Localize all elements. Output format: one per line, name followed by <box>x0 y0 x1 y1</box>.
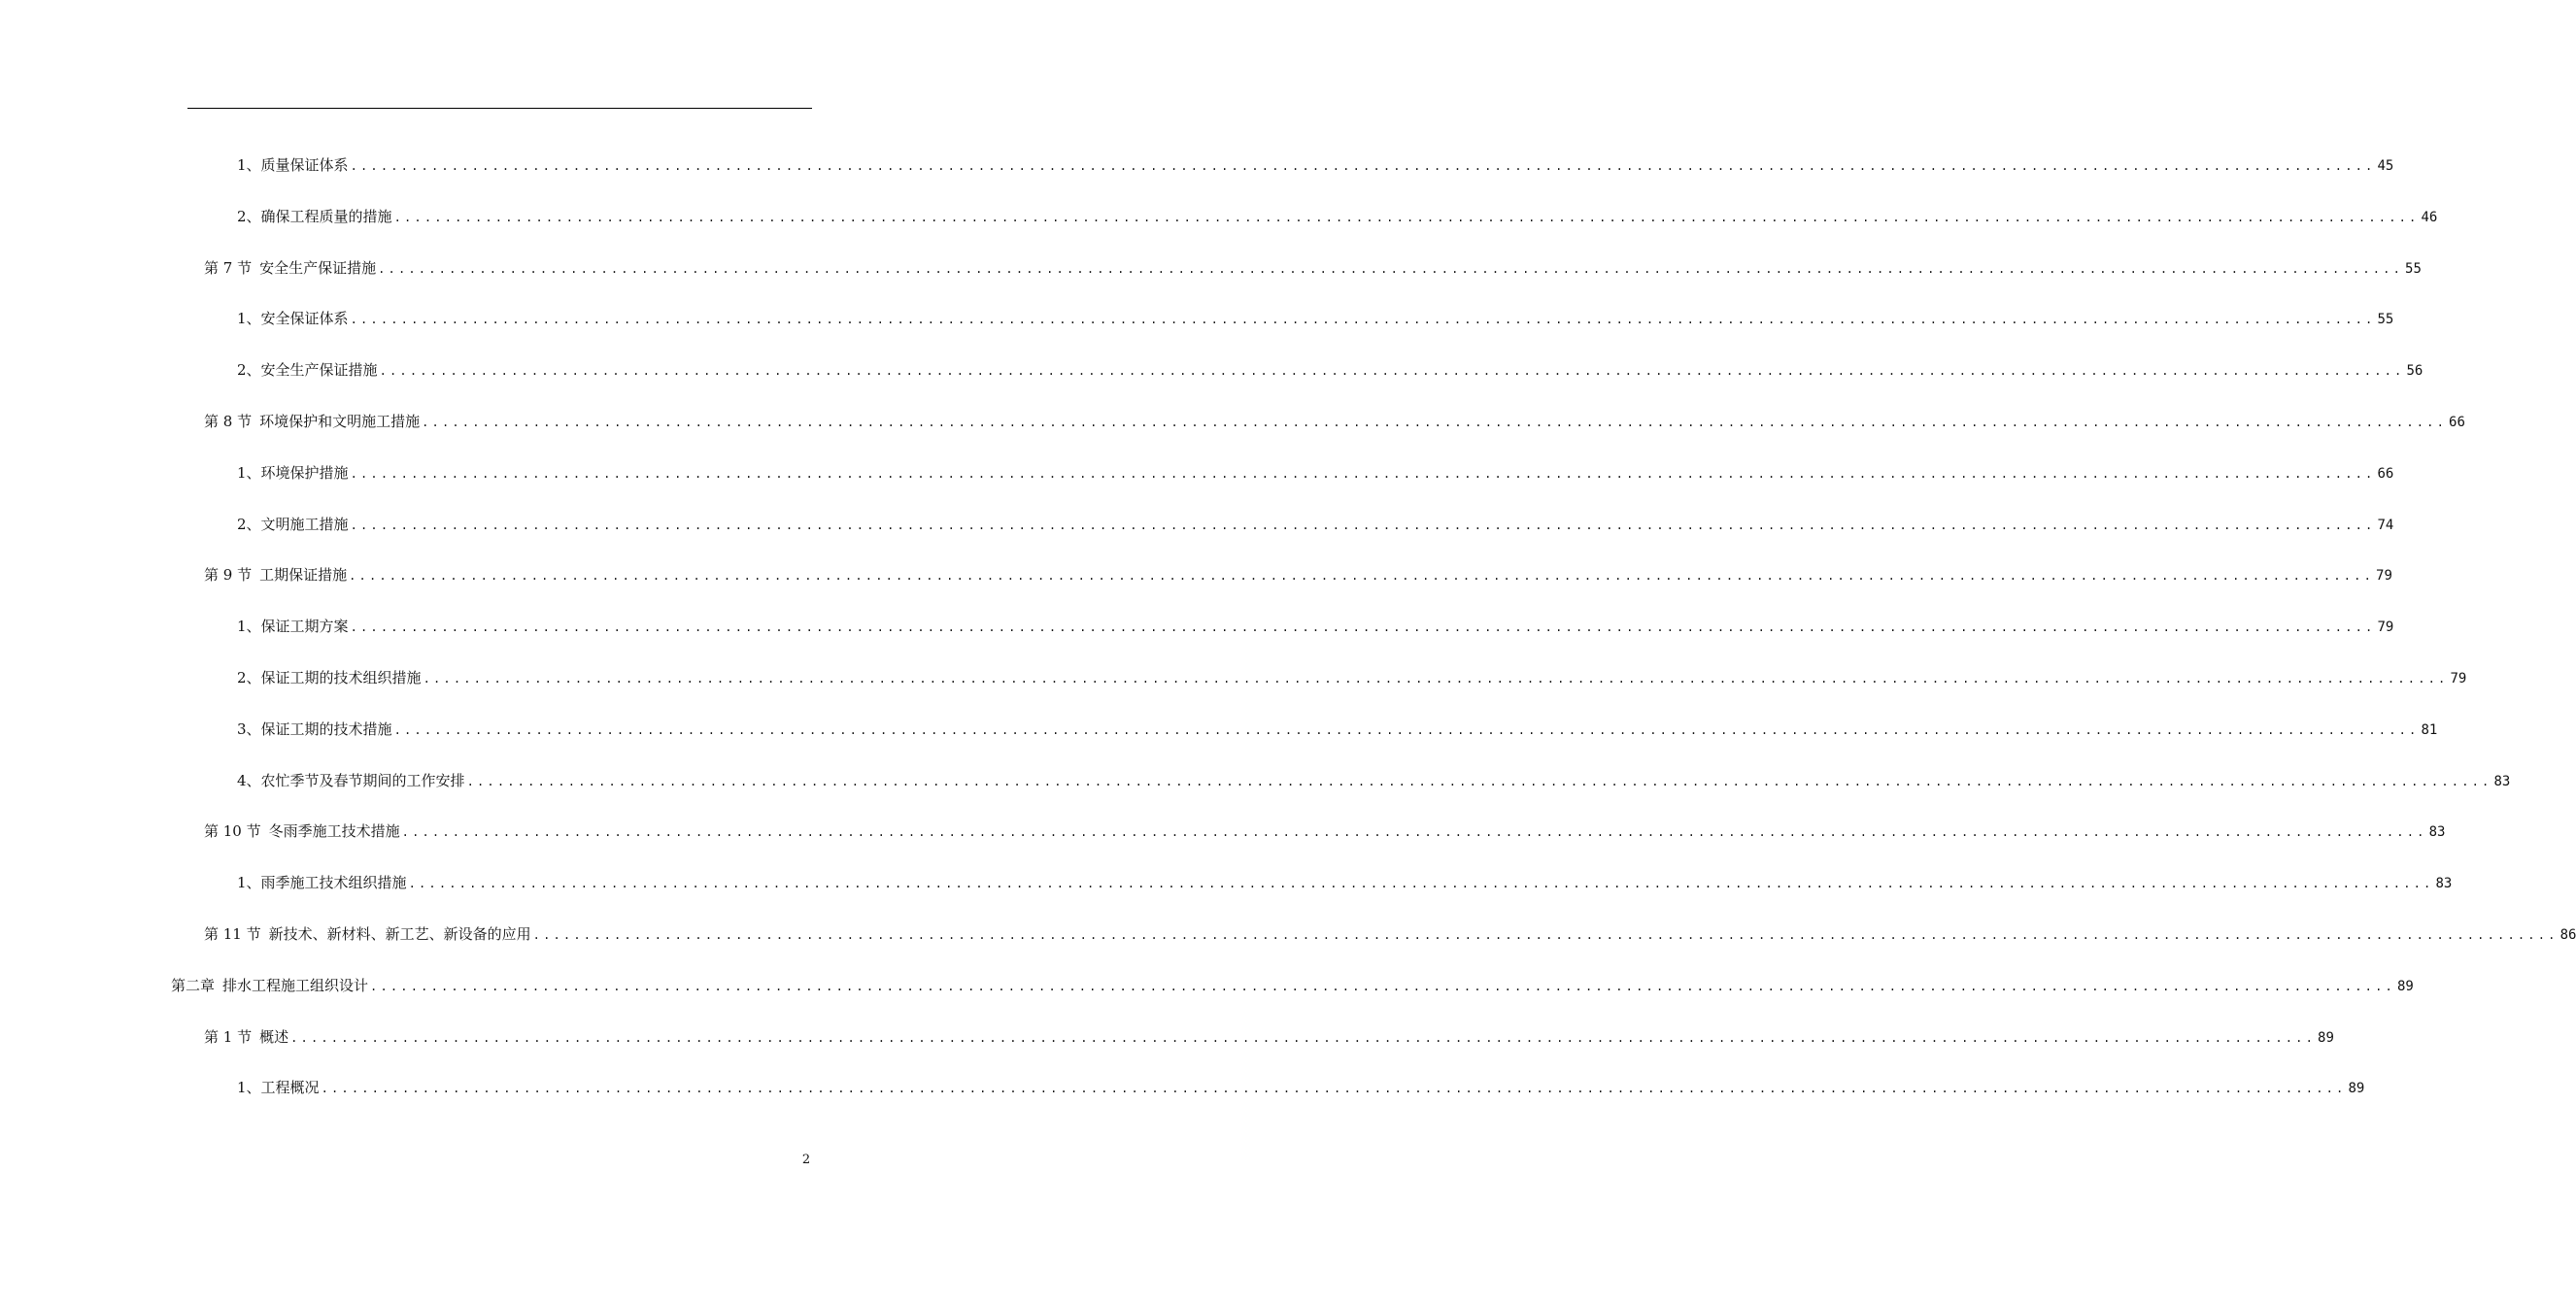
toc-entry[interactable] <box>237 666 2467 689</box>
page-number: 2 <box>801 1153 811 1167</box>
toc-entry-number: 1、 <box>237 310 261 327</box>
toc-entry-title: 农忙季节及春节期间的工作安排 <box>260 772 465 789</box>
toc-entry-number: 1、 <box>237 618 261 635</box>
toc-entry-page: 55 <box>2377 312 2394 327</box>
toc-entry-page: 83 <box>2435 876 2453 891</box>
toc-dot-leader: ........................................................................................................................................................................................................ <box>350 519 2376 532</box>
toc-entry-number: 2、 <box>237 208 261 225</box>
toc-entry-title: 保证工期方案 <box>260 618 349 635</box>
toc-entry-page: 45 <box>2377 158 2394 174</box>
toc-dot-leader: ........................................................................................................................................................................................................ <box>393 211 2420 224</box>
toc-dot-leader: ........................................................................................................................................................................................................ <box>370 980 2395 993</box>
toc-entry-page: 81 <box>2421 722 2438 738</box>
toc-entry[interactable] <box>204 922 2576 946</box>
toc-entry-number: 第 1 节 <box>204 1028 253 1046</box>
toc-entry[interactable] <box>237 615 2394 638</box>
toc-entry-number: 2、 <box>237 361 261 379</box>
toc-entry[interactable] <box>237 205 2438 228</box>
toc-entry[interactable] <box>171 974 2414 997</box>
toc-entry-page: 55 <box>2405 261 2422 277</box>
toc-dot-leader: ........................................................................................................................................................................................................ <box>393 723 2420 737</box>
toc-entry-number: 3、 <box>237 720 261 738</box>
toc-entry-number: 第 7 节 <box>204 259 253 277</box>
toc-entry-title: 确保工程质量的措施 <box>260 208 392 225</box>
toc-entry-title: 排水工程施工组织设计 <box>222 977 369 994</box>
toc-entry[interactable] <box>204 410 2465 433</box>
toc-entry-page: 83 <box>2493 774 2511 789</box>
toc-entry-number: 第二章 <box>171 977 216 994</box>
toc-entry-number: 第 8 节 <box>204 413 253 430</box>
toc-entry-title: 安全生产保证措施 <box>259 259 377 277</box>
toc-entry-title: 冬雨季施工技术措施 <box>268 822 400 840</box>
toc-dot-leader: ........................................................................................................................................................................................................ <box>321 1082 2347 1095</box>
toc-dot-leader: ........................................................................................................................................................................................................ <box>350 159 2376 173</box>
toc-dot-leader: ........................................................................................................................................................................................................ <box>466 775 2492 788</box>
toc-dot-leader: ........................................................................................................................................................................................................ <box>401 825 2427 839</box>
toc-entry-number: 1、 <box>237 156 261 174</box>
toc-entry[interactable] <box>237 871 2453 894</box>
toc-entry-page: 86 <box>2559 927 2576 943</box>
toc-entry-number: 2、 <box>237 669 261 686</box>
toc-dot-leader: ........................................................................................................................................................................................................ <box>350 620 2376 634</box>
toc-entry-number: 2、 <box>237 516 261 533</box>
toc-entry-title: 安全保证体系 <box>260 310 349 327</box>
toc-entry-number: 1、 <box>237 1079 261 1096</box>
toc-entry[interactable] <box>204 820 2446 843</box>
toc-entry-page: 79 <box>2376 568 2392 584</box>
toc-entry[interactable] <box>204 256 2422 280</box>
toc-entry-page: 74 <box>2377 518 2394 533</box>
toc-dot-leader: ........................................................................................................................................................................................................ <box>290 1031 2317 1045</box>
toc-entry[interactable] <box>237 358 2423 382</box>
toc-entry-title: 保证工期的技术措施 <box>260 720 392 738</box>
toc-entry-page: 79 <box>2450 671 2467 686</box>
toc-entry[interactable] <box>237 461 2394 485</box>
toc-entry-number: 4、 <box>237 772 261 789</box>
toc-entry-number: 1、 <box>237 464 261 482</box>
toc-entry-page: 89 <box>2396 979 2414 994</box>
toc-entry-page: 56 <box>2406 363 2423 379</box>
toc-dot-leader: ........................................................................................................................................................................................................ <box>350 313 2376 326</box>
toc-dot-leader: ........................................................................................................................................................................................................ <box>379 364 2405 378</box>
toc-entry-number: 第 11 节 <box>204 925 261 943</box>
toc-entry-title: 文明施工措施 <box>260 516 349 533</box>
toc-dot-leader: ........................................................................................................................................................................................................ <box>408 877 2434 890</box>
header-rule <box>187 108 812 109</box>
toc-entry-title: 概述 <box>259 1028 289 1046</box>
toc-entry-title: 环境保护措施 <box>260 464 349 482</box>
toc-entry[interactable] <box>237 718 2438 741</box>
toc-entry-number: 第 9 节 <box>204 566 253 584</box>
toc-entry-page: 46 <box>2421 210 2438 225</box>
toc-entry-number: 第 10 节 <box>204 822 261 840</box>
toc-entry-title: 工期保证措施 <box>259 566 348 584</box>
toc-dot-leader: ........................................................................................................................................................................................................ <box>349 569 2375 583</box>
toc-dot-leader: ........................................................................................................................................................................................................ <box>422 416 2448 429</box>
toc-entry[interactable] <box>237 1076 2365 1099</box>
toc-entry-title: 雨季施工技术组织措施 <box>260 874 407 891</box>
toc-entry[interactable] <box>204 1025 2334 1049</box>
toc-dot-leader: ........................................................................................................................................................................................................ <box>350 467 2376 481</box>
toc-entry-page: 83 <box>2428 824 2446 840</box>
toc-dot-leader: ........................................................................................................................................................................................................ <box>378 262 2404 276</box>
toc-entry-page: 89 <box>2318 1030 2334 1046</box>
toc-entry[interactable] <box>237 769 2511 792</box>
toc-entry-page: 79 <box>2377 619 2394 635</box>
toc-entry-page: 89 <box>2348 1081 2365 1096</box>
toc-entry[interactable] <box>204 563 2392 586</box>
toc-dot-leader: ........................................................................................................................................................................................................ <box>532 928 2559 942</box>
toc-entry-title: 保证工期的技术组织措施 <box>260 669 422 686</box>
toc-entry-page: 66 <box>2449 415 2465 430</box>
toc-entry-title: 新技术、新材料、新工艺、新设备的应用 <box>268 925 531 943</box>
toc-dot-leader: ........................................................................................................................................................................................................ <box>423 672 2449 686</box>
toc-entry-title: 安全生产保证措施 <box>260 361 378 379</box>
toc-entry-title: 质量保证体系 <box>260 156 349 174</box>
toc-entry[interactable] <box>237 307 2394 330</box>
toc-entry-number: 1、 <box>237 874 261 891</box>
toc-entry-title: 工程概况 <box>260 1079 320 1096</box>
toc-entry[interactable] <box>237 153 2394 177</box>
toc-entry-title: 环境保护和文明施工措施 <box>259 413 421 430</box>
toc-entry-page: 66 <box>2377 466 2394 482</box>
toc-entry[interactable] <box>237 513 2394 536</box>
